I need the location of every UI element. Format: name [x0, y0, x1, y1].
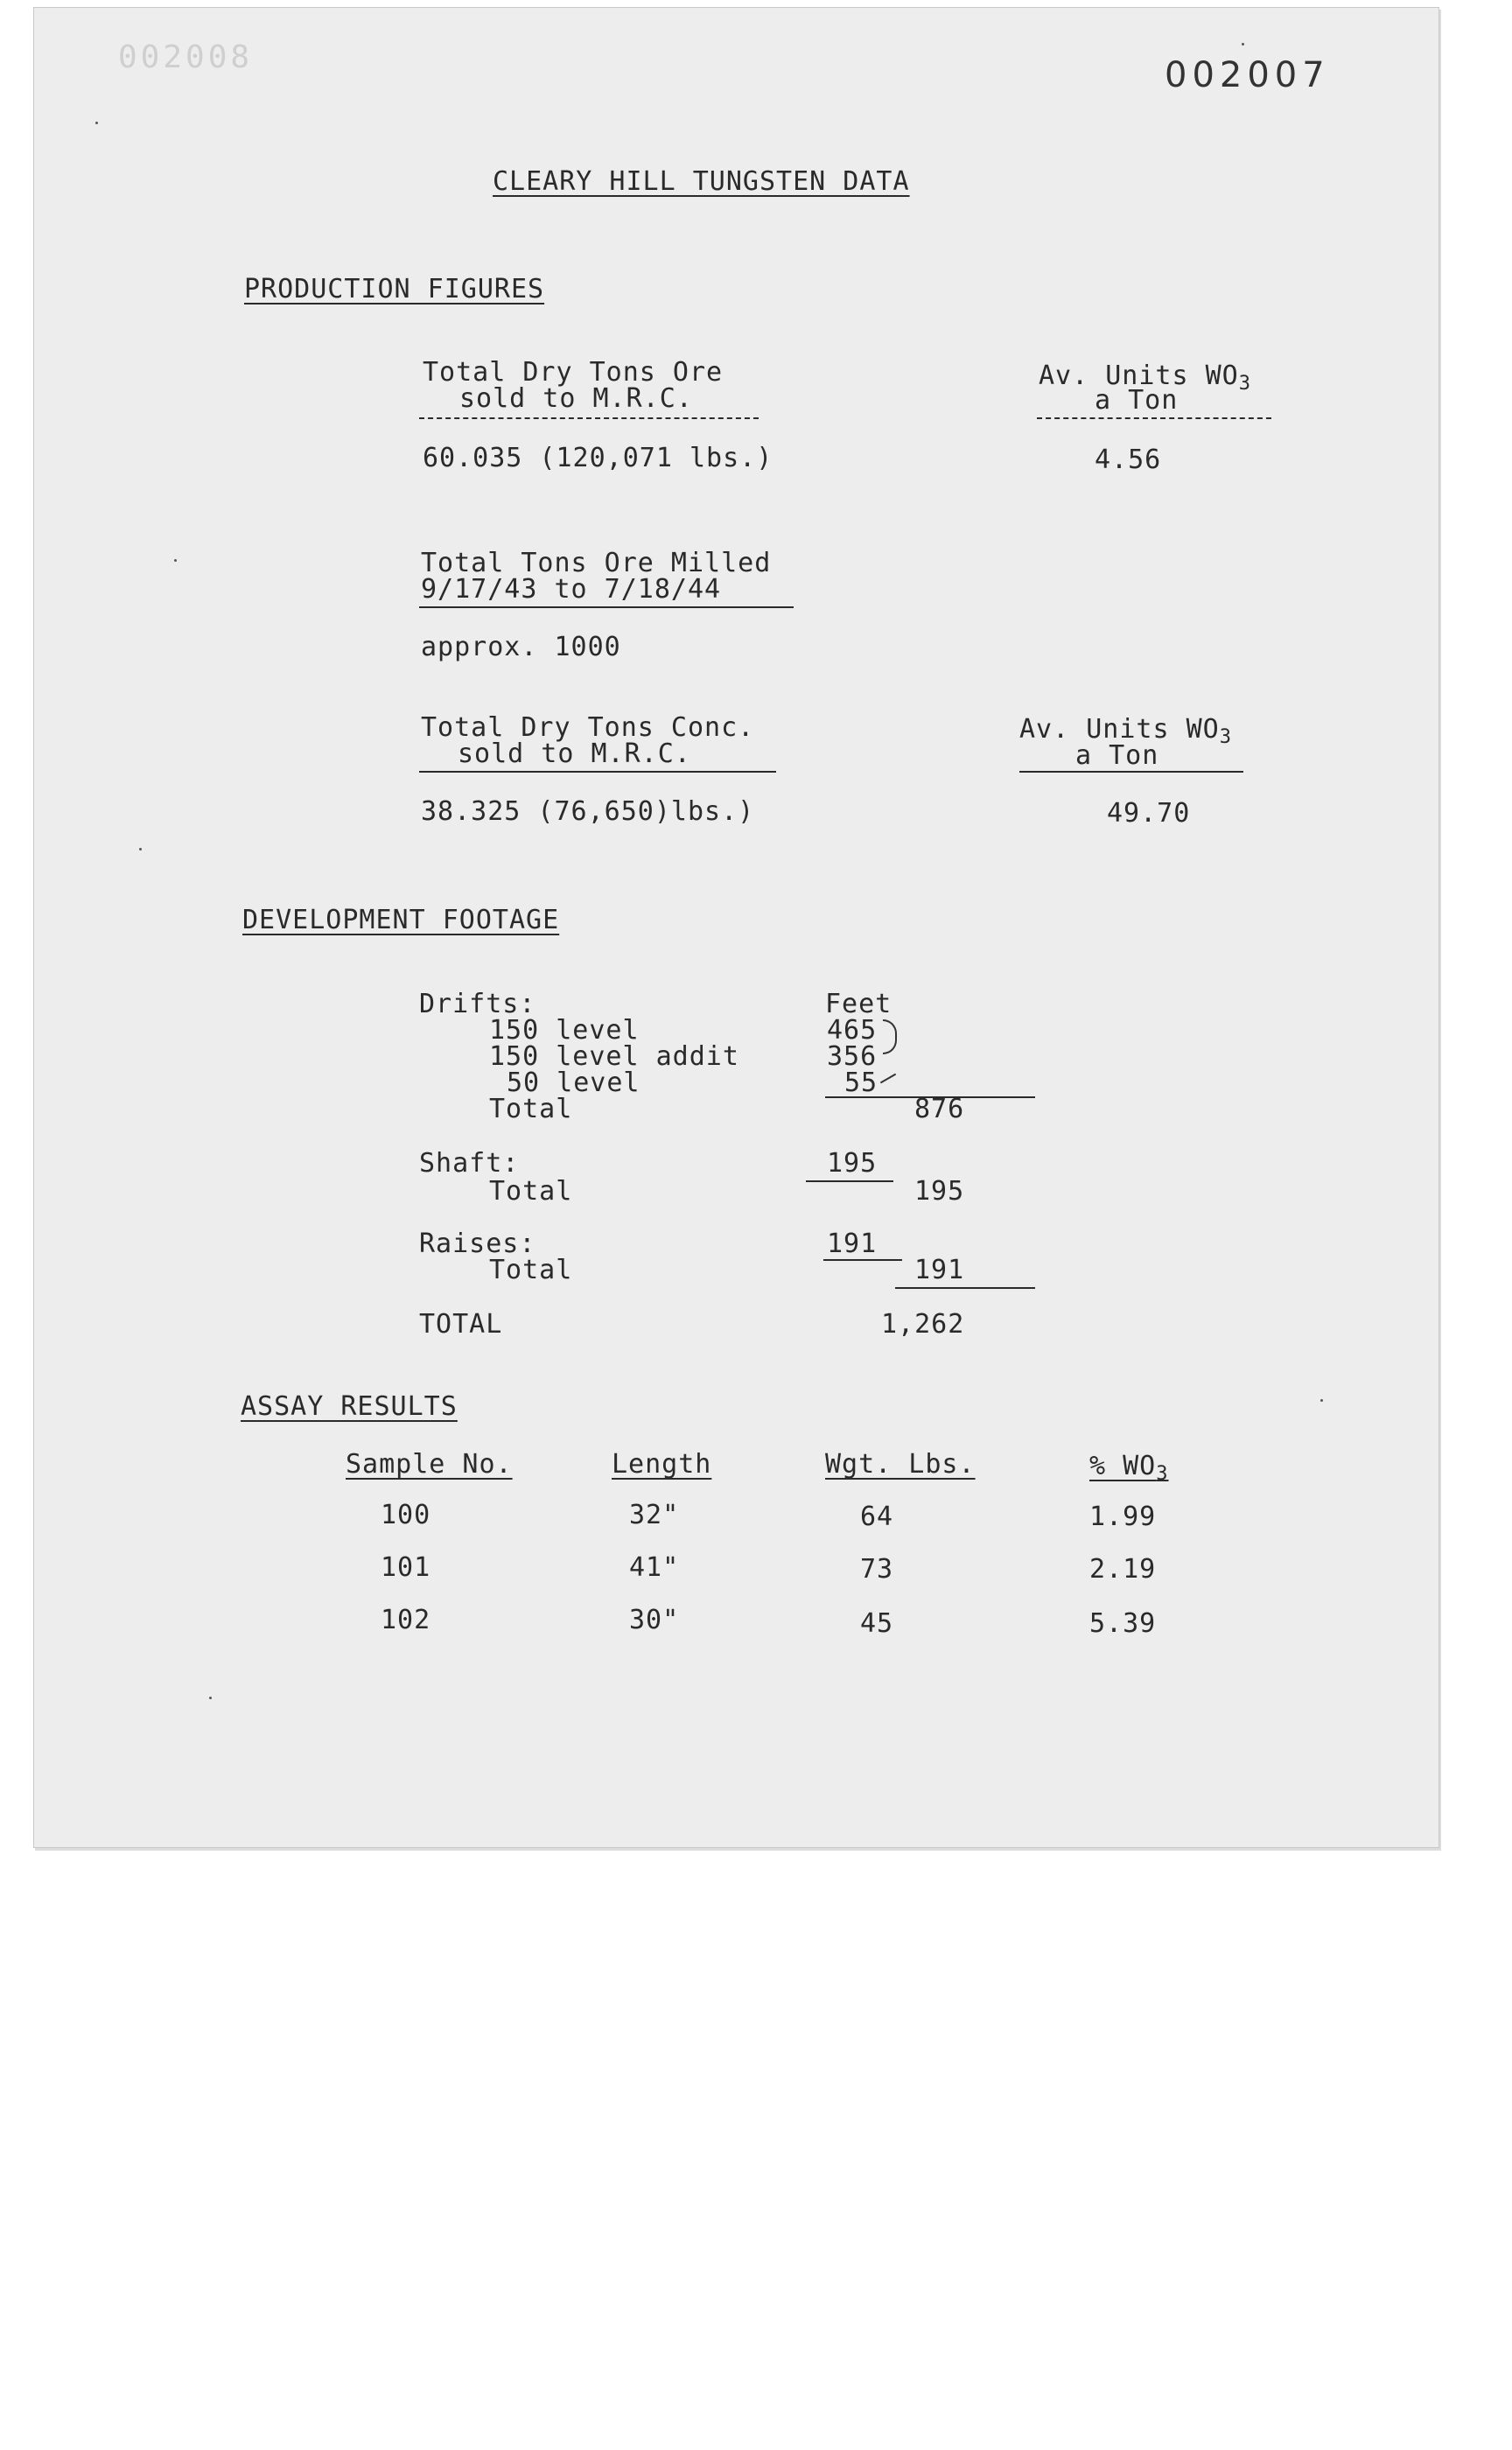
assay-heading: ASSAY RESULTS: [241, 1391, 458, 1422]
ore-sold-value: 60.035 (120,071 lbs.): [423, 443, 774, 473]
assay-cell-wo: 1.99: [1089, 1502, 1157, 1532]
check-mark-icon: [880, 1074, 900, 1090]
milled-label-1: Total Tons Ore Milled: [421, 548, 772, 578]
shaft-label: Shaft:: [419, 1148, 520, 1179]
ore-avg-rule: [1037, 417, 1271, 419]
document-page: [33, 7, 1439, 1848]
speck: [174, 559, 177, 562]
assay-cell-length: 32": [629, 1500, 680, 1530]
shaft-value: 195: [827, 1148, 878, 1179]
brace-mark-icon: [883, 1019, 897, 1054]
shaft-total-label: Total: [489, 1176, 573, 1207]
speck: [1320, 1399, 1323, 1402]
drift-row-label: 150 level: [489, 1015, 640, 1046]
conc-avg-rule: [1019, 771, 1243, 773]
shaft-rule: [806, 1180, 893, 1182]
assay-cell-sample: 100: [381, 1500, 431, 1530]
ghost-document-number: 002008: [118, 39, 254, 75]
grand-total-value: 1,262: [881, 1309, 965, 1340]
document-number: 002007: [1165, 55, 1330, 95]
drift-row-value: 55: [844, 1068, 878, 1098]
raises-label: Raises:: [419, 1228, 536, 1259]
conc-sold-rule: [419, 771, 776, 773]
raises-rule: [823, 1259, 902, 1261]
assay-col-wo-sub: 3: [1156, 1463, 1169, 1485]
drift-row-value: 465: [827, 1015, 878, 1046]
assay-cell-weight: 64: [860, 1502, 894, 1532]
speck: [1242, 43, 1244, 46]
assay-cell-length: 30": [629, 1605, 680, 1635]
conc-sold-value: 38.325 (76,650)lbs.): [421, 796, 755, 827]
development-heading: DEVELOPMENT FOOTAGE: [242, 905, 560, 935]
ore-sold-label-2: sold to M.R.C.: [459, 383, 693, 414]
assay-cell-sample: 101: [381, 1552, 431, 1583]
assay-cell-weight: 45: [860, 1608, 894, 1639]
raises-total-rule: [895, 1287, 1035, 1289]
ore-avg-label-sub: 3: [1238, 373, 1251, 395]
conc-avg-label-2: a Ton: [1075, 740, 1159, 771]
raises-total-label: Total: [489, 1255, 573, 1285]
drifts-total-value: 876: [914, 1094, 965, 1124]
ore-avg-value: 4.56: [1095, 444, 1162, 475]
assay-cell-wo: 5.39: [1089, 1608, 1157, 1639]
ore-avg-label-2: a Ton: [1095, 385, 1179, 416]
shaft-total-value: 195: [914, 1176, 965, 1207]
assay-col-length: Length: [612, 1449, 712, 1480]
drift-row-label: 50 level: [507, 1068, 640, 1098]
milled-label-2: 9/17/43 to 7/18/44: [421, 574, 722, 605]
conc-avg-label-1: Av. Units WO: [1019, 714, 1220, 745]
conc-sold-label-2: sold to M.R.C.: [458, 738, 691, 769]
raises-total-value: 191: [914, 1255, 965, 1285]
grand-total-label: TOTAL: [419, 1309, 503, 1340]
ore-sold-rule: [419, 417, 759, 419]
assay-col-sample: Sample No.: [346, 1449, 513, 1480]
conc-avg-label-sub: 3: [1219, 726, 1232, 748]
drifts-label: Drifts:: [419, 989, 536, 1019]
milled-value: approx. 1000: [421, 632, 621, 662]
speck: [139, 848, 142, 850]
conc-sold-label-1: Total Dry Tons Conc.: [421, 712, 755, 743]
feet-header: Feet: [825, 989, 892, 1019]
ore-avg-label-1: Av. Units WO: [1039, 360, 1239, 391]
drifts-total-label: Total: [489, 1094, 573, 1124]
assay-col-wo: % WO: [1089, 1451, 1157, 1481]
assay-col-weight: Wgt. Lbs.: [825, 1449, 976, 1480]
assay-cell-length: 41": [629, 1552, 680, 1583]
assay-cell-sample: 102: [381, 1605, 431, 1635]
production-heading: PRODUCTION FIGURES: [244, 274, 545, 304]
drift-row-label: 150 level addit: [489, 1041, 739, 1072]
conc-avg-value: 49.70: [1107, 798, 1191, 829]
milled-rule: [419, 606, 794, 608]
speck: [209, 1697, 212, 1699]
raises-value: 191: [827, 1228, 878, 1259]
assay-cell-weight: 73: [860, 1554, 894, 1585]
assay-cell-wo: 2.19: [1089, 1554, 1157, 1585]
speck: [95, 122, 98, 124]
ore-sold-label-1: Total Dry Tons Ore: [423, 357, 724, 388]
drift-row-value: 356: [827, 1041, 878, 1072]
document-title: CLEARY HILL TUNGSTEN DATA: [493, 166, 910, 197]
